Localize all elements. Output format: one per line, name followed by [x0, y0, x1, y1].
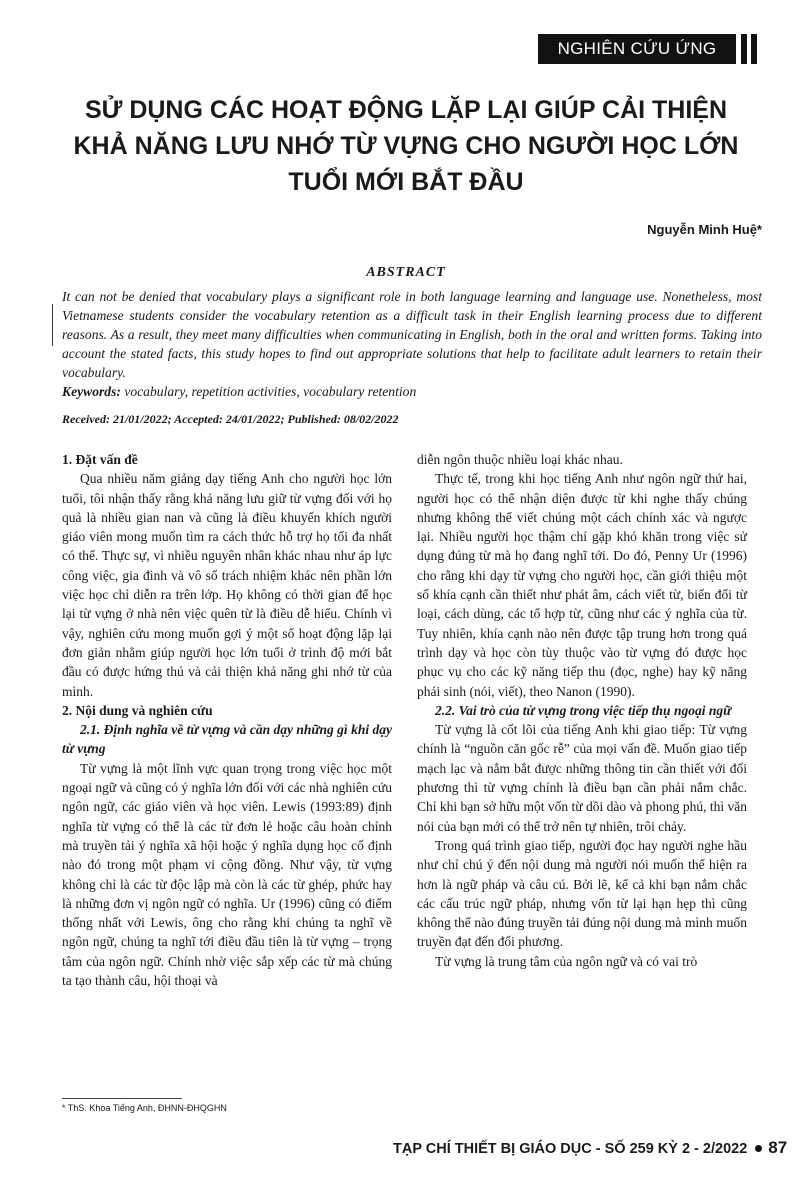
- paragraph: Từ vựng là một lĩnh vực quan trọng trong việc học một ngoại ngữ và cũng có ý nghĩa lớn đối với các nhà nghiên cứu ngôn ngữ, các giáo viên và học viên. Lewis (1993:89) định nghĩa từ vựng có thể là các từ đơn lẻ hoặc câu hoàn chỉnh mà truyền tải ý nghĩa xã hội hoặc ý nghĩa dụng học cố định nào đó trong một phạm vi cộng đồng. Như vậy, từ vựng không chỉ là các từ độc lập mà còn là các từ ghép, phức hay là những đơn vị ngôn ngữ có nghĩa. Ur (1996) cũng có điểm thống nhất với Lewis, ông cho rằng khi chúng ta nghĩ về ngôn ngữ, chúng ta nghĩ tới điều đầu tiên là từ vựng – trọng tâm của ngôn ngữ. Chính nhờ việc sắp xếp các từ mà chúng ta tạo thành câu, hội thoại và: [62, 760, 392, 989]
- keywords-list: vocabulary, repetition activities, vocabulary retention: [124, 384, 417, 399]
- footnote: * ThS. Khoa Tiếng Anh, ĐHNN-ĐHQGHN: [62, 1103, 227, 1113]
- subsection-heading: 2.2. Vai trò của từ vựng trong việc tiếp thụ ngoại ngữ: [435, 702, 732, 718]
- margin-mark: [52, 304, 53, 346]
- left-column: [62, 450, 392, 990]
- section-tag: NGHIÊN CỨU ỨNG DỤNG: [538, 34, 736, 64]
- keywords: [62, 384, 762, 400]
- paragraph: Trong quá trình giao tiếp, người đọc hay người nghe hầu như chỉ chú ý đến nội dung mà người nói muốn thể hiện ra hơn là ngữ pháp và câu cú. Bởi lẽ, kể cả khi bạn nắm chắc các cấu trúc ngữ pháp, nhưng vốn từ lại hạn hẹp thì cũng không thể nào đúng truyền tải đúng nội dung mà mình muốn truyền đạt đến đối phương.: [417, 837, 747, 950]
- journal-footer: [393, 1138, 788, 1158]
- section-tag-bar: [751, 34, 757, 64]
- paragraph: diễn ngôn thuộc nhiều loại khác nhau.: [417, 452, 623, 467]
- paragraph: Từ vựng là trung tâm của ngôn ngữ và có vai trò: [435, 953, 698, 969]
- footnote-rule: [62, 1098, 182, 1099]
- keywords-label: Keywords:: [62, 384, 121, 399]
- subsection-heading: 2.1. Định nghĩa về từ vựng và cần dạy những gì khi dạy từ vựng: [62, 722, 392, 757]
- right-column: [417, 450, 747, 971]
- abstract-text: It can not be denied that vocabulary plays a significant role in both language learning and language use. Nonetheless, most Vietnamese students consider the vocabulary retention as a difficult task in their English learning process due to different reasons. As a result, they meet many difficulties when communicating in English, both in the oral and written forms. Taking into account the stated facts, this study hopes to find out appropriate solutions that help to facilitate adult learners to retain their vocabulary.: [62, 289, 762, 380]
- section-heading: 2. Nội dung và nghiên cứu: [62, 702, 213, 718]
- section-heading: 1. Đặt vấn đề: [62, 452, 138, 467]
- bullet-icon: [755, 1145, 762, 1152]
- article-title: SỬ DỤNG CÁC HOẠT ĐỘNG LẶP LẠI GIÚP CẢI THIỆN KHẢ NĂNG LƯU NHỚ TỪ VỰNG CHO NGƯỜI HỌC LỚN TUỔI MỚI BẮT ĐẦU: [73, 96, 739, 196]
- page-number: 87: [768, 1138, 788, 1157]
- abstract-heading: ABSTRACT: [366, 265, 446, 280]
- paragraph: Qua nhiều năm giảng dạy tiếng Anh cho người học lớn tuổi, tôi nhận thấy rằng khả năng lưu giữ từ vựng đối với họ quả là nhiều gian nan và cũng là điều khuyến khích người giáo viên mong muốn tìm ra cách thức hỗ trợ họ tối đa nhất có thể. Thực sự, vì nhiều nguyên nhân khác nhau như áp lực công việc, gia đình và vô số trách nhiệm khác nên phần lớn việc học chỉ diễn ra trên lớp. Họ không có thời gian để học lại từ vựng ở nhà nên việc quên từ là điều dễ hiểu. Chính vì vậy, nghiên cứu mong muốn gợi ý một số hoạt động lặp lại đơn giản nhằm giúp người học lớn tuổi ở trình độ mới bắt đầu có được hứng thú và cải thiện khả năng ghi nhớ từ của mình.: [62, 471, 392, 699]
- section-tag-bar: [741, 34, 747, 64]
- paragraph: Từ vựng là cốt lõi của tiếng Anh khi giao tiếp: Từ vựng chính là “nguồn căn gốc rễ” của mọi vấn đề. Muốn giao tiếp mạch lạc và nắm bắt được những thông tin cần thiết với đối phương thì từ vựng chính là điều bạn cần phải nắm chắc. Chỉ khi bạn sở hữu một vốn từ dồi dào và phong phú, thì văn nói của bạn mới có thể trở nên tự nhiên, trôi chảy.: [417, 722, 747, 834]
- publication-dates: Received: 21/01/2022; Accepted: 24/01/2022; Published: 08/02/2022: [62, 412, 399, 426]
- author: Nguyễn Minh Huệ*: [647, 222, 762, 237]
- paragraph: Thực tế, trong khi học tiếng Anh như ngôn ngữ thứ hai, người học có thể nhận diện được từ khi nghe thấy chúng nhưng không thể viết chúng một cách chính xác và ngược lại. Nhiều người học thậm chí gặp khó khăn trong việc sử dụng đúng từ mà họ đang nghĩ tới. Do đó, Penny Ur (1996) cho rằng khi dạy từ vựng cho người học, cần giới thiệu một số khía cạnh cần thiết như phát âm, cách viết từ, biến đổi từ loại, cách dùng, các tổ hợp từ, cũng như các ý nghĩa của từ. Tuy nhiên, khía cạnh nào nên được tập trung hơn trong quá trình dạy và học còn tùy thuộc vào từ vựng đó được học phục vụ cho các kỹ năng tiếp thu (đọc, nghe) hay kỹ năng phái sinh (nói, viết), theo Nanon (1990).: [417, 471, 747, 699]
- journal-name: TẠP CHÍ THIẾT BỊ GIÁO DỤC - SỐ 259 KỲ 2 - 2/2022: [393, 1141, 748, 1157]
